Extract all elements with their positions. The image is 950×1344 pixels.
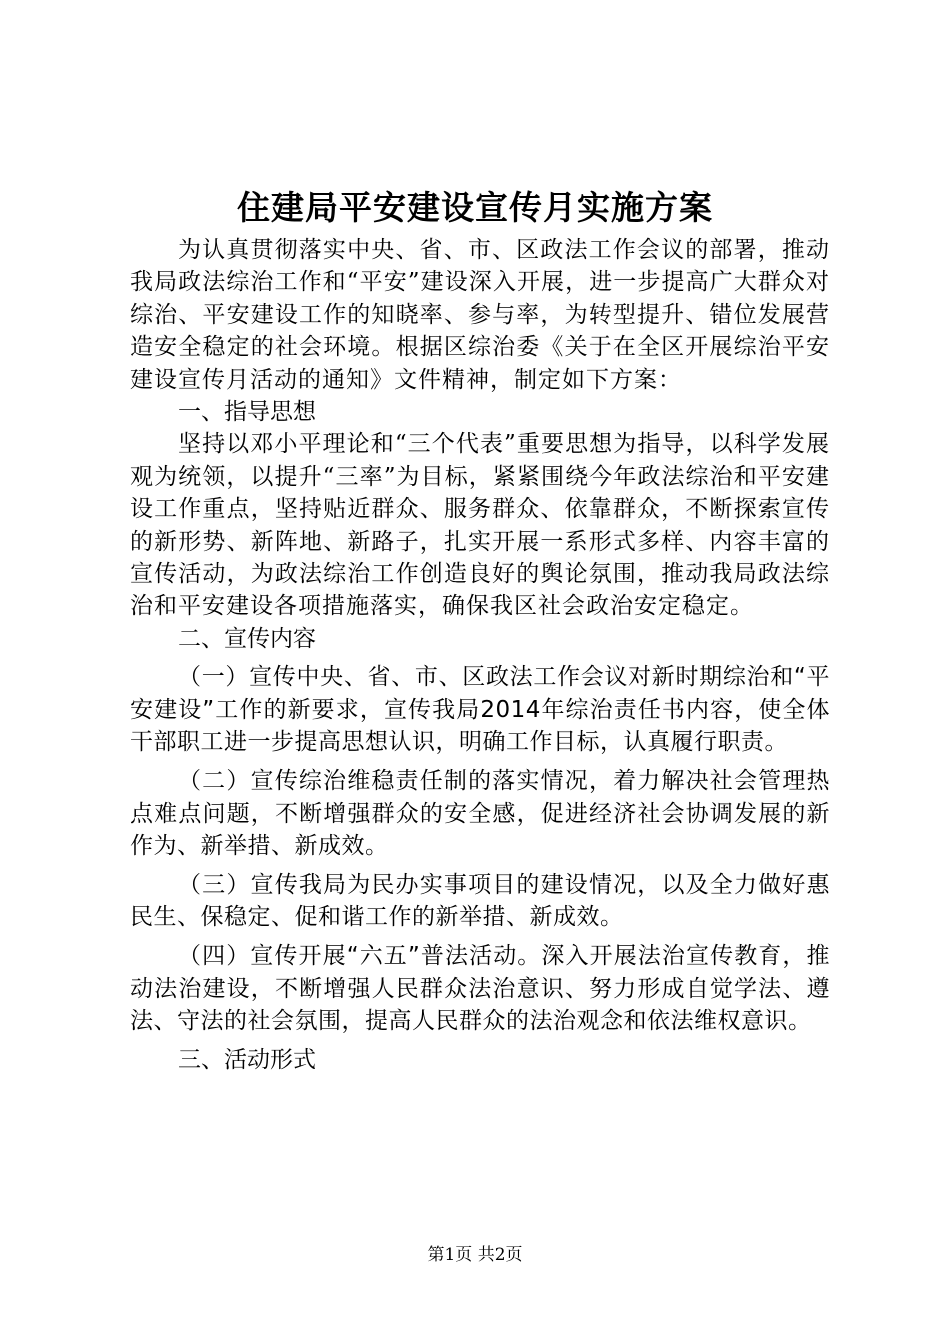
document-body: [130, 234, 830, 1076]
document-title: 住建局平安建设宣传月实施方案: [237, 188, 713, 227]
publicity-item-4-text: 深入开展法治宣传教育，推动法治建设，不断增强人民群众法治意识、努力形成自觉学法、遵法、守法的社会氛围，提高人民群众的法治观念和依法维权意识。: [130, 943, 830, 1035]
guiding-ideology-paragraph: 坚持以邓小平理论和“三个代表”重要思想为指导，以科学发展观为统领，以提升“三率”为目标，紧紧围绕今年政法综治和平安建设工作重点，坚持贴近群众、服务群众、依靠群众，不断探索宣传的新形势、新阵地、新路子，扎实开展一系形式多样、内容丰富的宣传活动，为政法综治工作创造良好的舆论氛围，推动我局政法综治和平安建设各项措施落实，确保我区社会政治安定稳定。: [130, 431, 830, 620]
page-footer: 第1页 共2页: [427, 1245, 523, 1265]
publicity-item-3: （三）宣传我局为民办实事项目的建设情况，以及全力做好惠民生、保稳定、促和谐工作的新举措、新成效。: [130, 871, 830, 931]
publicity-item-4: [130, 940, 830, 1038]
publicity-item-4-lead: （四）宣传开展“六五”普法活动。: [178, 943, 542, 970]
section-heading-activity-forms: 三、活动形式: [178, 1046, 316, 1073]
publicity-item-1: （一）宣传中央、省、市、区政法工作会议对新时期综治和“平安建设”工作的新要求，宣传我局2014年综治责任书内容，使全体干部职工进一步提高思想认识，明确工作目标，认真履行职责。: [130, 664, 830, 756]
intro-paragraph: 为认真贯彻落实中央、省、市、区政法工作会议的部署，推动我局政法综治工作和“平安”建设深入开展，进一步提高广大群众对综治、平安建设工作的知晓率、参与率，为转型提升、错位发展营造安全稳定的社会环境。根据区综治委《关于在全区开展综治平安建设宣传月活动的通知》文件精神，制定如下方案：: [130, 237, 830, 393]
section-heading-guiding-ideology: 一、指导思想: [178, 399, 316, 426]
publicity-item-2: （二）宣传综治维稳责任制的落实情况，着力解决社会管理热点难点问题，不断增强群众的安全感，促进经济社会协调发展的新作为、新举措、新成效。: [130, 768, 830, 860]
section-heading-publicity-content: 二、宣传内容: [178, 625, 316, 652]
